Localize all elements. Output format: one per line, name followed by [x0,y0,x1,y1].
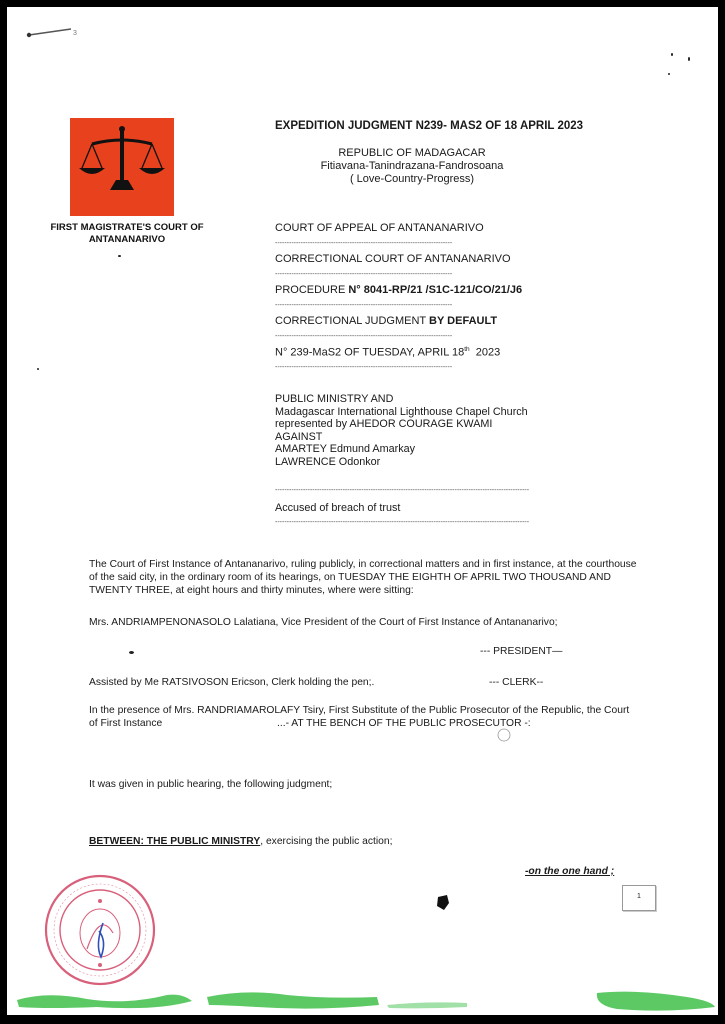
president-label: --- PRESIDENT— [480,646,563,657]
presence-court: of First Instance [89,718,163,729]
charge-line: Accused of breach of trust [275,502,401,514]
divider: ------------------------------------------------------------------------------------------------------------- [275,520,530,526]
date-suffix: th [464,346,470,353]
divider: ---------------------------------------------------------------------------- [275,365,453,371]
judgment-number-line [275,346,500,359]
between-party: BETWEEN: THE PUBLIC MINISTRY [89,836,261,847]
issuing-court-label [47,222,207,246]
correctional-court: CORRECTIONAL COURT OF ANTANANARIVO [275,253,511,265]
divider: ---------------------------------------------------------------------------- [275,303,453,309]
opening-paragraph [89,558,689,597]
judgment-number: N° 239-MaS2 OF TUESDAY, APRIL 18 [275,346,465,359]
clerk-label: --- CLERK-- [489,677,544,688]
motto-english: ( Love-Country-Progress) [349,173,475,185]
party-line: PUBLIC MINISTRY AND [275,393,394,405]
svg-text:3: 3 [73,30,77,37]
prosecutor-bench: ...- AT THE BENCH OF THE PUBLIC PROSECUTOR -: [277,718,531,729]
party-line: represented by AHEDOR COURAGE KWAMI [275,418,493,430]
party-line: LAWRENCE Odonkor [275,455,381,468]
paragraph-line: The Court of First Instance of Antananarivo, ruling publicly, in correctional matters and in first instance, at the courthouse [89,559,637,570]
official-seal-stamp [41,871,159,989]
judgment-label: CORRECTIONAL JUDGMENT [275,315,426,327]
presence-paragraph [89,704,689,730]
divider: ---------------------------------------------------------------------------- [275,241,453,247]
scales-of-justice-icon [70,118,174,216]
divider: ------------------------------------------------------------------------------------------------------------- [275,488,530,494]
republic-block [307,147,517,186]
judgment-statement: It was given in public hearing, the following judgment; [89,779,333,790]
parties-block [275,393,528,468]
divider: ---------------------------------------------------------------------------- [275,272,453,278]
party-line: Madagascar International Lighthouse Chapel Church [275,405,528,418]
judgment-type-line [275,315,497,327]
paragraph-line-2 [89,717,689,730]
procedure-line [275,284,522,296]
paragraph-line: TWENTY THREE, at eight hours and thirty minutes, where were sitting: [89,585,414,596]
between-rest: , exercising the public action; [260,836,393,847]
party-line: AGAINST [275,430,323,443]
circle-mark [496,727,512,743]
between-line [89,835,392,848]
party-line: AMARTEY Edmund Amarkay [275,443,416,455]
paragraph-line: In the presence of Mrs. RANDRIAMAROLAFY Tsiry, First Substitute of the Public Prosecutor of the Republic, the Court [89,705,630,716]
document-page [7,7,718,1015]
page-number: 1 [622,885,656,911]
president-line: Mrs. ANDRIAMPENONASOLO Lalatiana, Vice President of the Court of First Instance of Antananarivo; [89,617,558,628]
green-marker-strokes [7,975,718,1015]
staple-mark [25,21,85,41]
judgment-mode: BY DEFAULT [429,315,498,327]
procedure-label: PROCEDURE [275,284,346,296]
document-title: EXPEDITION JUDGMENT N239- MAS2 OF 18 APRIL 2023 [275,120,584,132]
republic-name: REPUBLIC OF MADAGACAR [338,147,486,159]
issuing-court-line1: FIRST MAGISTRATE'S COURT OF [50,222,204,233]
court-emblem [70,118,174,216]
issuing-court-line2: ANTANANARIVO [88,234,166,245]
motto-malagasy: Fitiavana-Tanindrazana-Fandrosoana [320,160,504,172]
paragraph-line: of the said city, in the ordinary room of its hearings, on TUESDAY THE EIGHTH OF APRIL TWO THOUSAND AND [89,572,611,583]
procedure-number: N° 8041-RP/21 /S1C-121/CO/21/J6 [348,284,523,296]
ink-blot [435,894,451,912]
on-the-one-hand: -on the one hand ; [525,866,615,877]
clerk-line: Assisted by Me RATSIVOSON Ericson, Clerk holding the pen;. [89,677,375,688]
court-of-appeal: COURT OF APPEAL OF ANTANANARIVO [275,222,484,234]
divider: ---------------------------------------------------------------------------- [275,334,453,340]
judgment-year: 2023 [475,346,501,359]
